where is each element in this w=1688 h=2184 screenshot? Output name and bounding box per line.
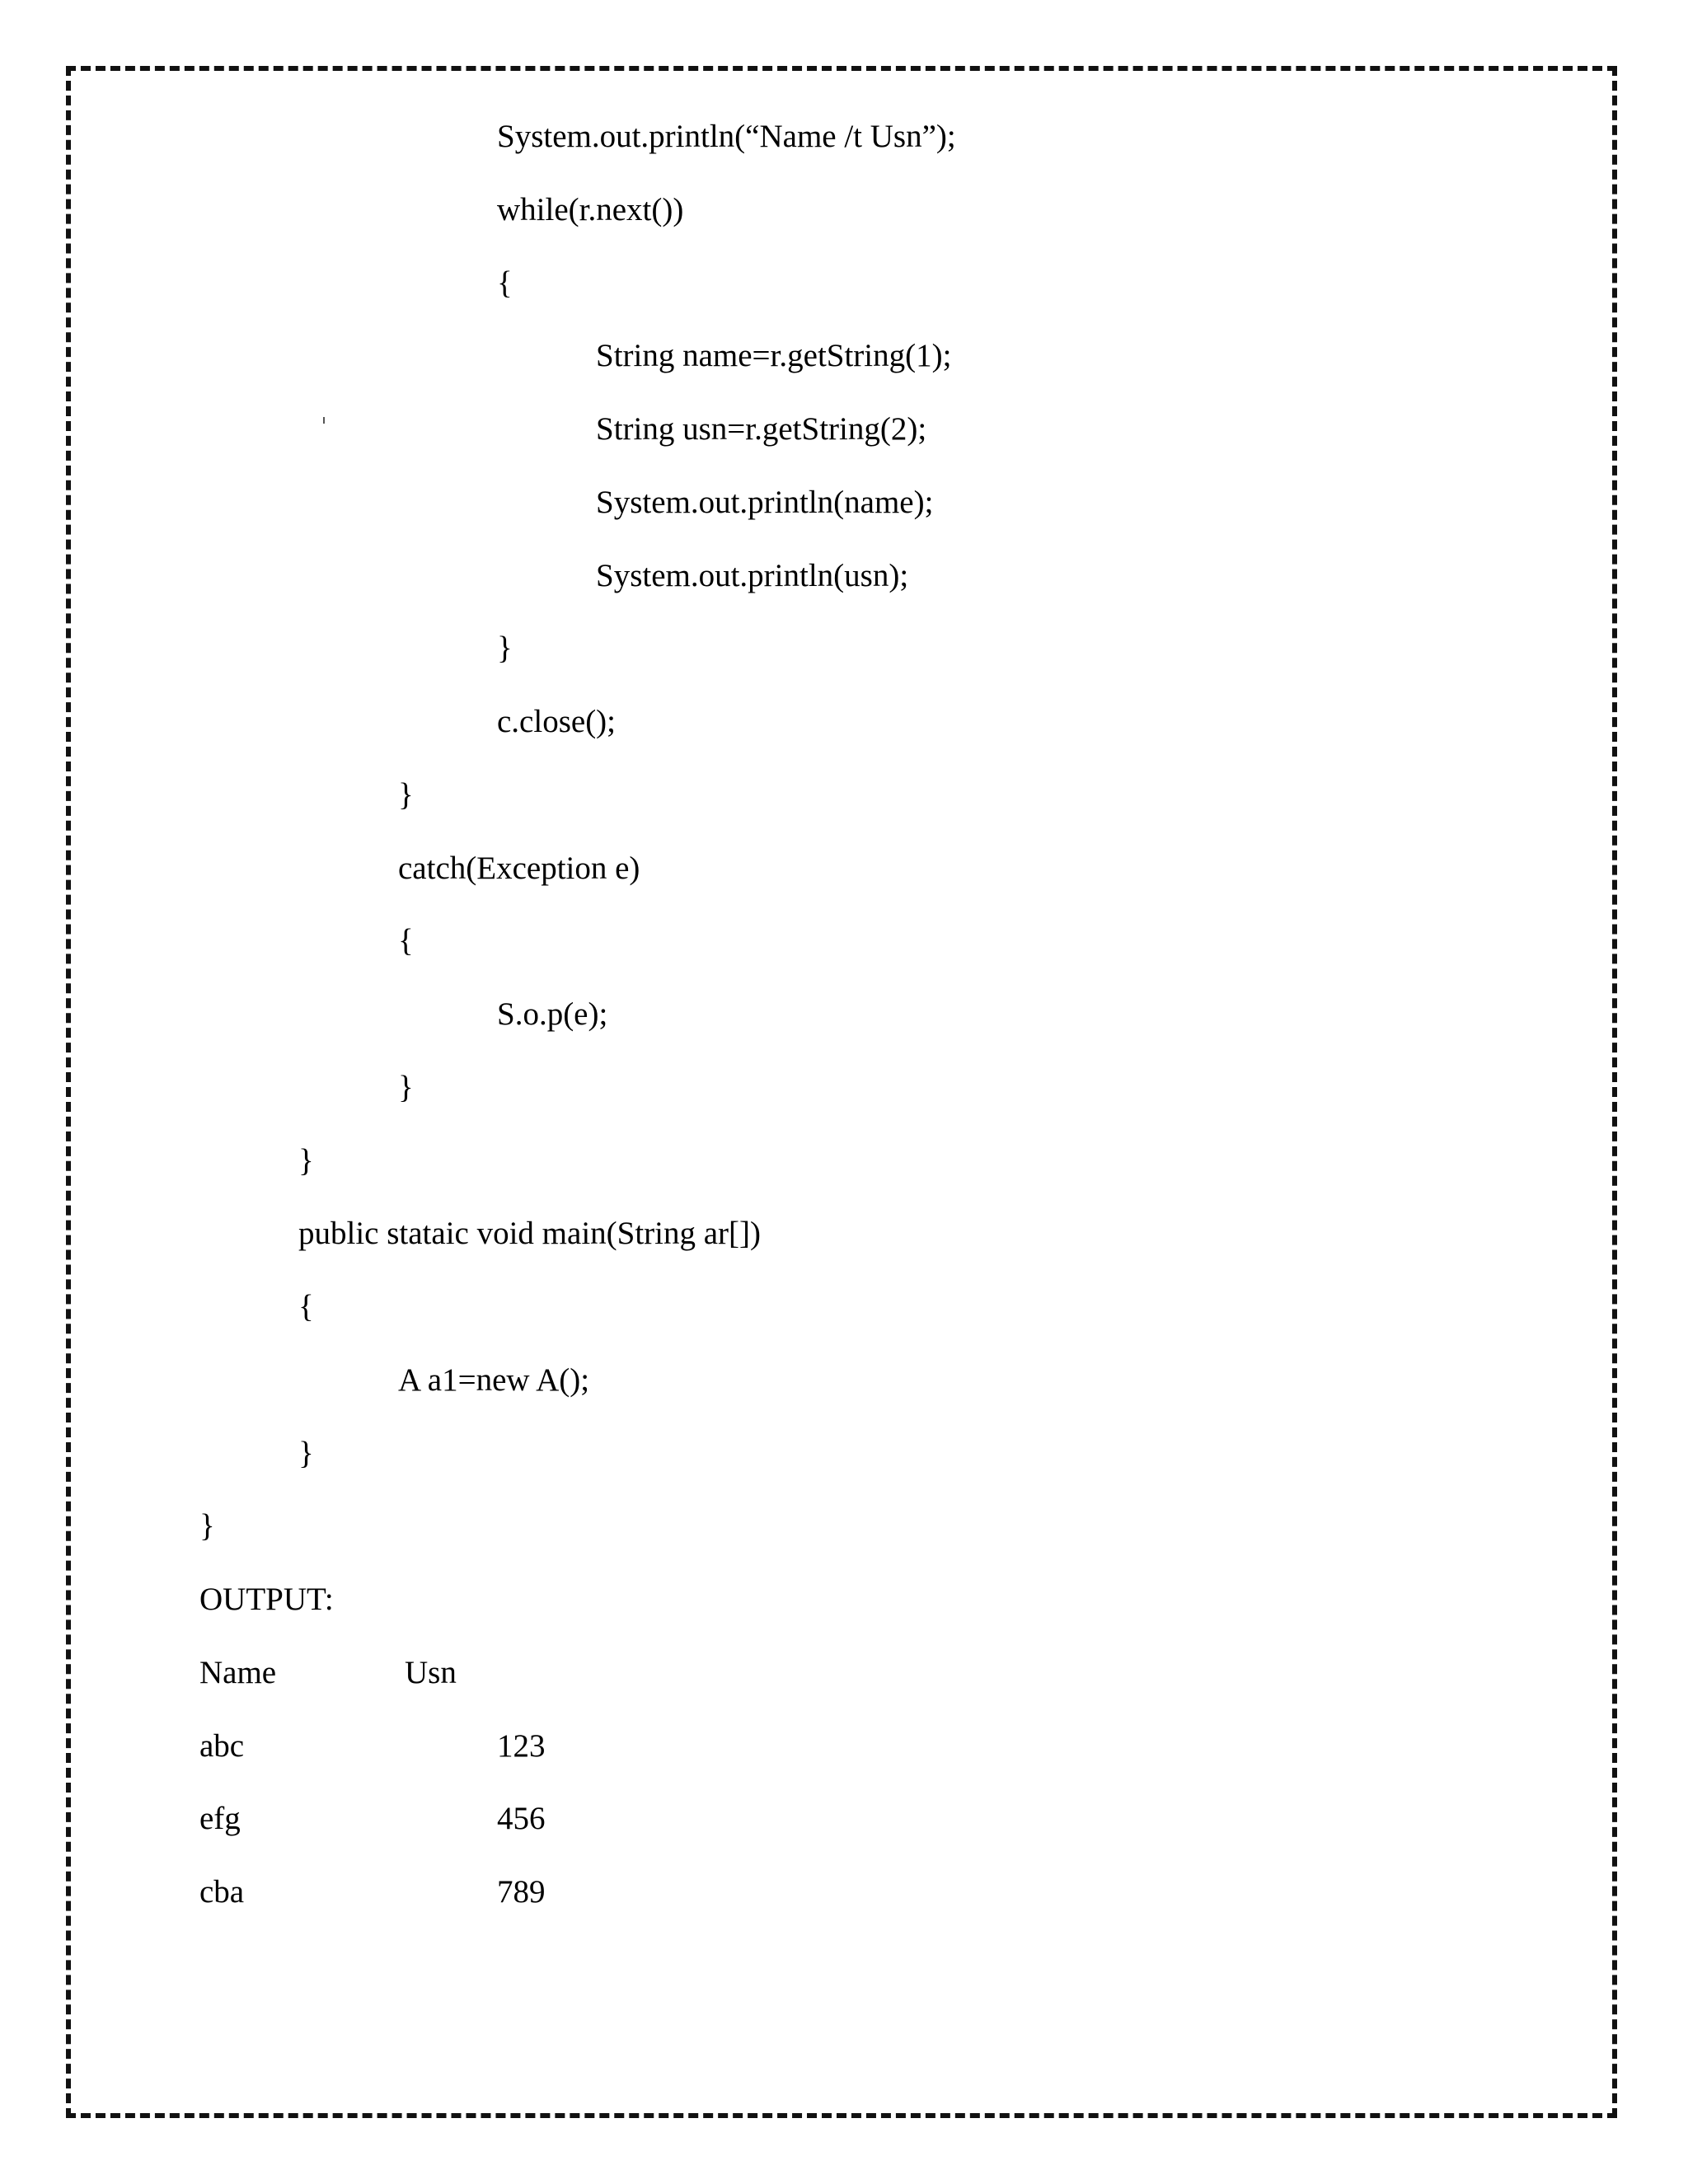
output-row-usn: 789 bbox=[497, 1874, 546, 1910]
code-line-print-usn: System.out.println(usn); bbox=[596, 558, 909, 593]
output-row-usn: 123 bbox=[497, 1728, 546, 1764]
code-line-catch-open-brace: { bbox=[398, 923, 414, 958]
code-line-print-exception: S.o.p(e); bbox=[497, 996, 608, 1032]
output-row-name: abc bbox=[199, 1728, 245, 1764]
code-line-main-signature: public stataic void main(String ar[]) bbox=[298, 1216, 762, 1251]
output-row-name: efg bbox=[199, 1801, 241, 1836]
code-line-print-name: System.out.println(name); bbox=[596, 485, 934, 520]
code-line-get-name: String name=r.getString(1); bbox=[596, 338, 952, 373]
code-line-instantiate: A a1=new A(); bbox=[398, 1362, 590, 1398]
stray-mark bbox=[323, 417, 325, 424]
code-line-class-close-brace: } bbox=[199, 1508, 215, 1544]
code-line-catch-close-brace: } bbox=[398, 1070, 414, 1105]
code-line-while: while(r.next()) bbox=[497, 192, 684, 227]
code-line-try-close-brace: } bbox=[398, 777, 414, 813]
output-label: OUTPUT: bbox=[199, 1582, 334, 1617]
code-line-close-brace: } bbox=[497, 630, 513, 666]
output-row-usn: 456 bbox=[497, 1801, 546, 1836]
code-line-open-brace: { bbox=[497, 265, 513, 301]
code-line-println-header: System.out.println(“Name /t Usn”); bbox=[497, 119, 956, 154]
output-row-name: cba bbox=[199, 1874, 245, 1910]
code-line-main-open-brace: { bbox=[298, 1289, 314, 1324]
output-header-name: Name bbox=[199, 1655, 277, 1690]
code-line-close-connection: c.close(); bbox=[497, 704, 617, 739]
code-line-main-close-brace: } bbox=[298, 1436, 314, 1471]
code-line-constructor-close-brace: } bbox=[298, 1143, 314, 1179]
output-header-usn: Usn bbox=[405, 1655, 457, 1690]
code-line-get-usn: String usn=r.getString(2); bbox=[596, 411, 927, 447]
code-line-catch: catch(Exception e) bbox=[398, 851, 640, 886]
